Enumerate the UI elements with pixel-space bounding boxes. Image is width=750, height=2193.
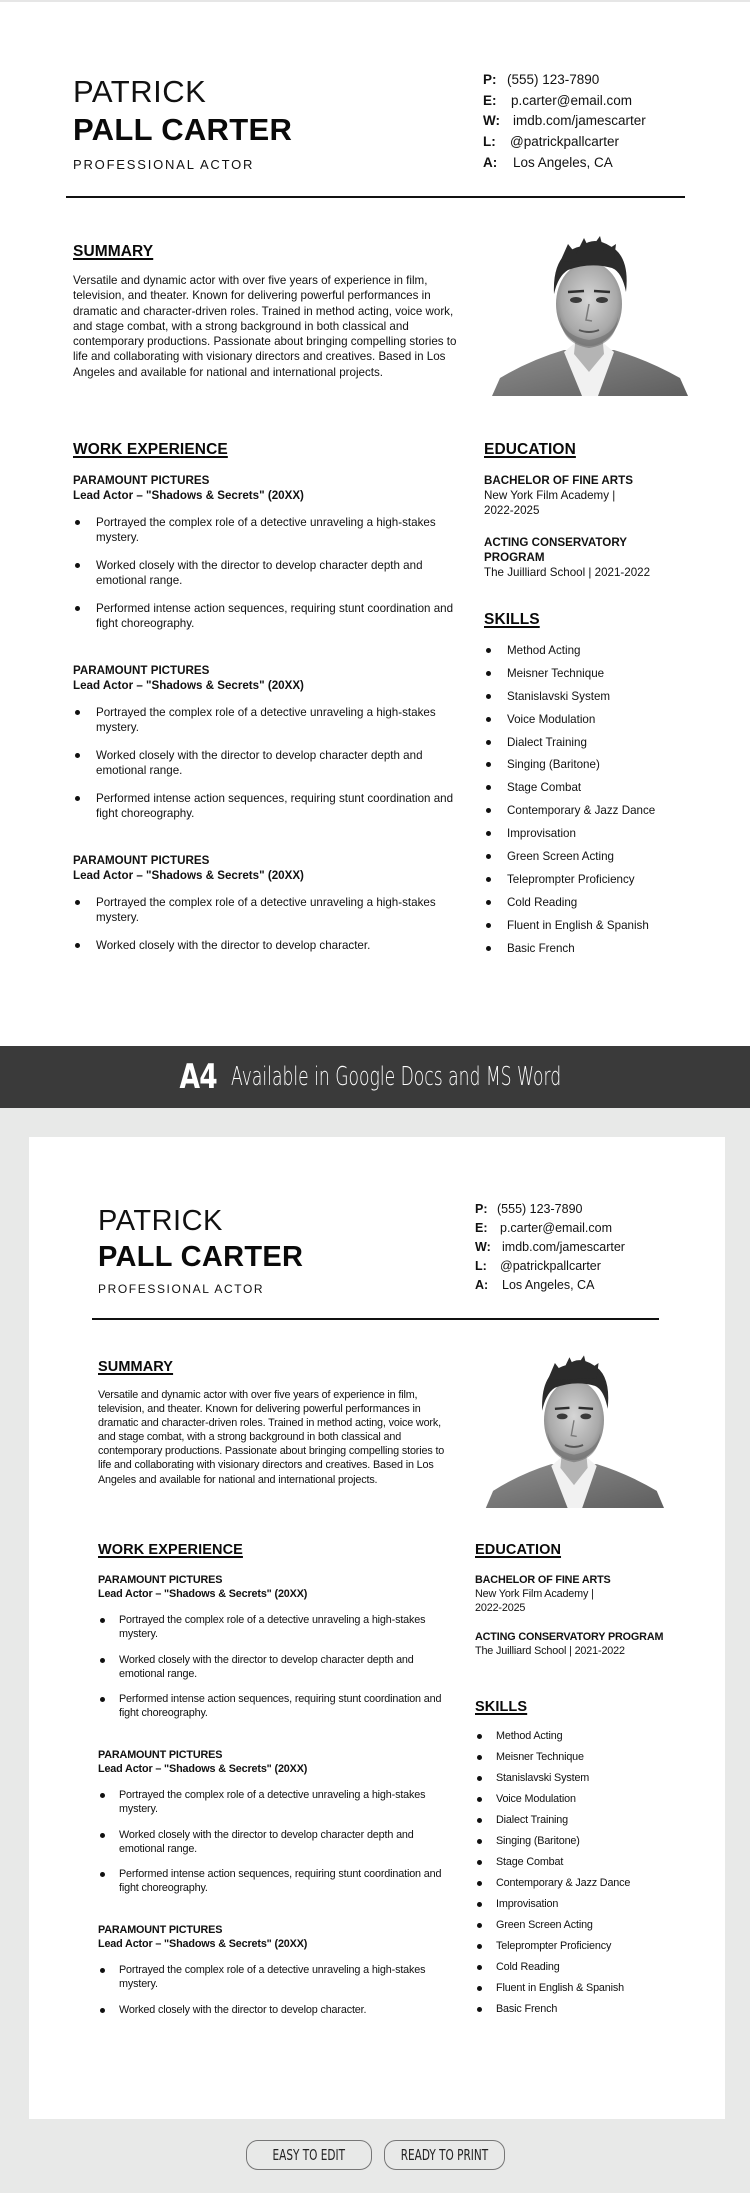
job-entry-1 (98, 1573, 458, 1732)
social-value: @patrickpallcarter (510, 134, 619, 149)
skill-item: Fluent in English & Spanish (484, 918, 704, 941)
education-years: 2022-2025 (475, 1602, 526, 1614)
email-value[interactable]: p.carter@email.com (500, 1221, 613, 1235)
contact-address (483, 155, 613, 170)
education-entry-1 (484, 473, 684, 518)
job-company: PARAMOUNT PICTURES (73, 474, 210, 487)
resume-page-primary (0, 0, 750, 1046)
work-experience-heading: WORK EXPERIENCE (73, 441, 228, 458)
name-first: PATRICK (98, 1205, 223, 1237)
job-bullet: Worked closely with the director to develop character depth and emotional range. (73, 558, 463, 588)
job-bullet: Worked closely with the director to develop character depth and emotional range. (73, 748, 463, 778)
job-bullet: Portrayed the complex role of a detective unraveling a high-stakes mystery. (73, 895, 463, 925)
skill-item: Singing (Baritone) (475, 1834, 675, 1855)
skill-item: Cold Reading (475, 1960, 675, 1981)
skills-heading: SKILLS (484, 611, 540, 628)
education-school: The Juilliard School | 2021-2022 (475, 1645, 625, 1657)
skill-item: Meisner Technique (484, 666, 704, 689)
job-entry-2 (98, 1748, 458, 1907)
summary-heading: SUMMARY (73, 243, 154, 260)
job-bullets (98, 1788, 458, 1895)
job-bullet: Performed intense action sequences, requiring stunt coordination and fight choreography. (98, 1692, 458, 1720)
social-value: @patrickpallcarter (500, 1259, 601, 1273)
job-role: Lead Actor – "Shadows & Secrets" (20XX) (73, 489, 304, 502)
phone-label: P: (483, 72, 497, 87)
summary-text: Versatile and dynamic actor with over five years of experience in film, television, and theater. Known for delivering powerful performances in dramatic and character-driven roles. Trained in method acting, voice work, and stage combat, with a strong background in both classical and contemporary productions. Passionate about bringing compelling stories to life and collaborating with visionary directors and creatives. Based in Los Angeles and available for national and international projects. (98, 1389, 445, 1486)
job-bullet: Portrayed the complex role of a detective unraveling a high-stakes mystery. (98, 1613, 458, 1641)
job-bullet: Worked closely with the director to develop character depth and emotional range. (98, 1653, 458, 1681)
skill-item: Dialect Training (475, 1813, 675, 1834)
job-role: Lead Actor – "Shadows & Secrets" (20XX) (98, 1938, 308, 1950)
job-bullets (73, 895, 463, 953)
education-school: The Juilliard School | 2021-2022 (484, 566, 651, 579)
skill-item: Fluent in English & Spanish (475, 1981, 675, 2002)
job-bullet: Portrayed the complex role of a detective unraveling a high-stakes mystery. (73, 515, 463, 545)
skill-item: Basic French (484, 941, 704, 964)
education-entry-2 (484, 535, 684, 580)
skill-item: Voice Modulation (484, 712, 704, 735)
job-role: Lead Actor – "Shadows & Secrets" (20XX) (98, 1588, 308, 1600)
email-value[interactable]: p.carter@email.com (511, 93, 632, 108)
ready-to-print-label: READY TO PRINT (400, 2146, 489, 2164)
job-role: Lead Actor – "Shadows & Secrets" (20XX) (73, 679, 304, 692)
job-bullet: Performed intense action sequences, requiring stunt coordination and fight choreography. (98, 1867, 458, 1895)
easy-to-edit-badge (246, 2140, 372, 2170)
skills-list (475, 1729, 675, 2023)
profile-photo (484, 1342, 664, 1508)
skill-item: Stage Combat (475, 1855, 675, 1876)
phone-label: P: (475, 1202, 488, 1216)
job-bullet: Portrayed the complex role of a detective unraveling a high-stakes mystery. (98, 1788, 458, 1816)
education-entry-2 (475, 1630, 665, 1658)
job-entry-3 (73, 853, 463, 966)
availability-text: Available in Google Docs and MS Word (230, 1062, 562, 1092)
job-entry-1 (73, 473, 463, 644)
name-last: PALL CARTER (98, 1241, 304, 1273)
skill-item: Improvisation (484, 826, 704, 849)
skill-item: Singing (Baritone) (484, 757, 704, 780)
ready-to-print-badge (384, 2140, 505, 2170)
header-divider (66, 196, 685, 198)
social-label: L: (475, 1259, 487, 1273)
contact-address (475, 1278, 594, 1292)
job-company: PARAMOUNT PICTURES (98, 1924, 223, 1936)
job-role: Lead Actor – "Shadows & Secrets" (20XX) (98, 1763, 308, 1775)
address-label: A: (475, 1278, 489, 1292)
email-label: E: (483, 93, 497, 108)
skill-item: Stanislavski System (484, 689, 704, 712)
education-heading: EDUCATION (475, 1542, 562, 1558)
skills-heading: SKILLS (475, 1699, 528, 1715)
skill-item: Teleprompter Proficiency (475, 1939, 675, 1960)
education-heading: EDUCATION (484, 441, 576, 458)
name-first: PATRICK (73, 74, 207, 109)
skill-item: Dialect Training (484, 735, 704, 758)
header-divider (92, 1318, 659, 1320)
job-bullet: Performed intense action sequences, requiring stunt coordination and fight choreography. (73, 791, 463, 821)
job-entry-2 (73, 663, 463, 834)
skill-item: Stanislavski System (475, 1771, 675, 1792)
work-experience-heading: WORK EXPERIENCE (98, 1542, 243, 1558)
education-degree: ACTING CONSERVATORY PROGRAM (475, 1631, 664, 1643)
skill-item: Meisner Technique (475, 1750, 675, 1771)
job-bullets (98, 1963, 458, 2017)
skill-item: Green Screen Acting (475, 1918, 675, 1939)
education-degree: BACHELOR OF FINE ARTS (475, 1574, 611, 1586)
job-bullet: Worked closely with the director to develop character depth and emotional range. (98, 1828, 458, 1856)
phone-value: (555) 123-7890 (497, 1202, 583, 1216)
job-bullet: Portrayed the complex role of a detective unraveling a high-stakes mystery. (73, 705, 463, 735)
skill-item: Basic French (475, 2002, 675, 2023)
job-entry-3 (98, 1923, 458, 2028)
job-company: PARAMOUNT PICTURES (98, 1749, 223, 1761)
contact-social (475, 1259, 601, 1273)
contact-email (483, 93, 632, 108)
job-bullet: Portrayed the complex role of a detective unraveling a high-stakes mystery. (98, 1963, 458, 1991)
address-value: Los Angeles, CA (502, 1278, 595, 1292)
job-company: PARAMOUNT PICTURES (73, 664, 210, 677)
resume-page-preview (29, 1137, 725, 2119)
address-value: Los Angeles, CA (513, 155, 613, 170)
job-role: Lead Actor – "Shadows & Secrets" (20XX) (73, 869, 304, 882)
contact-social (483, 134, 619, 149)
job-title: PROFESSIONAL ACTOR (98, 1282, 265, 1296)
easy-to-edit-label: EASY TO EDIT (272, 2146, 346, 2164)
education-degree: ACTING CONSERVATORY PROGRAM (484, 536, 627, 564)
name-last: PALL CARTER (73, 112, 293, 147)
phone-value: (555) 123-7890 (507, 72, 600, 87)
skill-item: Method Acting (484, 643, 704, 666)
skill-item: Contemporary & Jazz Dance (475, 1876, 675, 1897)
skills-list (484, 643, 704, 963)
job-bullets (73, 515, 463, 631)
headshot-image (484, 1342, 664, 1508)
education-years: 2022-2025 (484, 504, 540, 517)
skill-item: Method Acting (475, 1729, 675, 1750)
a4-label: A4 (179, 1057, 217, 1097)
skill-item: Teleprompter Proficiency (484, 872, 704, 895)
headshot-image (490, 222, 688, 396)
summary-text: Versatile and dynamic actor with over five years of experience in film, television, and theater. Known for delivering powerful performances in dramatic and character-driven roles. Trained in method acting, voice work, and stage combat, with a strong background in both classical and contemporary productions. Passionate about bringing compelling stories to life and collaborating with visionary directors and creatives. Based in Los Angeles and available for national and international projects. (73, 274, 457, 379)
skill-item: Contemporary & Jazz Dance (484, 803, 704, 826)
job-bullet: Performed intense action sequences, requiring stunt coordination and fight choreography. (73, 601, 463, 631)
job-company: PARAMOUNT PICTURES (98, 1574, 223, 1586)
job-company: PARAMOUNT PICTURES (73, 854, 210, 867)
skill-item: Green Screen Acting (484, 849, 704, 872)
contact-phone (483, 72, 599, 87)
skill-item: Cold Reading (484, 895, 704, 918)
contact-email (475, 1221, 612, 1235)
summary-heading: SUMMARY (98, 1359, 174, 1375)
job-bullets (73, 705, 463, 821)
address-label: A: (483, 155, 498, 170)
education-degree: BACHELOR OF FINE ARTS (484, 474, 633, 487)
website-value[interactable]: imdb.com/jamescarter (502, 1240, 625, 1254)
job-bullet: Worked closely with the director to develop character. (73, 938, 463, 953)
social-label: L: (483, 134, 496, 149)
job-bullets (98, 1613, 458, 1720)
contact-website (483, 113, 646, 128)
skill-item: Improvisation (475, 1897, 675, 1918)
profile-photo (490, 222, 688, 396)
education-school: New York Film Academy | (484, 489, 616, 502)
website-label: W: (475, 1240, 491, 1254)
job-title: PROFESSIONAL ACTOR (73, 157, 255, 172)
website-value[interactable]: imdb.com/jamescarter (513, 113, 646, 128)
email-label: E: (475, 1221, 488, 1235)
contact-website (475, 1240, 625, 1254)
education-school: New York Film Academy | (475, 1588, 594, 1600)
website-label: W: (483, 113, 500, 128)
skill-item: Stage Combat (484, 780, 704, 803)
skill-item: Voice Modulation (475, 1792, 675, 1813)
education-entry-1 (475, 1573, 665, 1615)
format-banner (0, 1046, 750, 1108)
job-bullet: Worked closely with the director to develop character. (98, 2003, 458, 2017)
contact-phone (475, 1202, 582, 1216)
